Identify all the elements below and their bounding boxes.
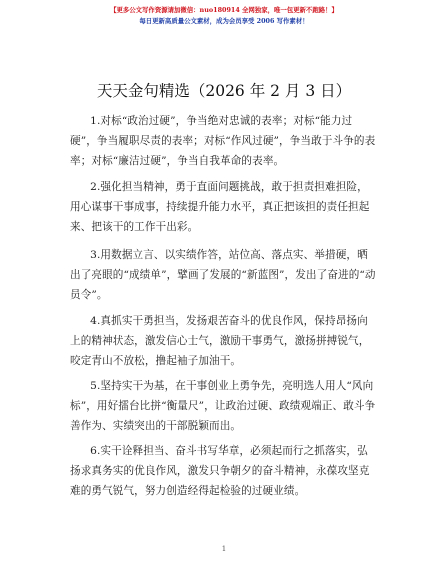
paragraph-5: 5.坚持实干为基，在干事创业上勇争先，亮明选人用人“风向标”，用好擂台比拼“衡量尺”，让政治过硬、政绩观端正、敢斗争善作为、实绩突出的干部脱颖而出。 — [70, 380, 376, 432]
promo-banner-line-2: 每日更新高质量公文素材，成为会员享受 2006 写作素材！ — [139, 17, 309, 25]
paragraph-3: 3.用数据立言、以实绩作答，站位高、落点实、举措硬，晒出了亮眼的“成绩单”，擘画了发展的“新蓝图”，发出了奋进的“动员令”。 — [70, 249, 376, 301]
paragraph-6: 6.实干诠释担当、奋斗书写华章，必须起而行之抓落实，弘扬求真务实的优良作风，激发只争朝夕的奋斗精神，永葆攻坚克难的勇气锐气，努力创造经得起检验的过硬业绩。 — [70, 445, 370, 497]
paragraph-2: 2.强化担当精神，勇于直面问题挑战，敢于担责担难担险，用心谋事干事成事，持续提升能力水平，真正把该担的责任担起来、把该干的工作干出彩。 — [70, 181, 370, 233]
paragraph-1: 1.对标“政治过硬”，争当绝对忠诚的表率；对标“能力过硬”，争当履职尽责的表率；对标“作风过硬”，争当敢于斗争的表率；对标“廉洁过硬”，争当自我革命的表率。 — [70, 115, 376, 167]
paragraph-4: 4.真抓实干勇担当，发扬艰苦奋斗的优良作风，保持昂扬向上的精神状态，激发信心士气，激励干事勇气，激扬拼搏锐气，咬定青山不放松，撸起袖子加油干。 — [70, 315, 370, 367]
page-number: 1 — [221, 545, 227, 553]
promo-banner-line-1: 【更多公文写作资源请加微信：nuo180914 全网独家，唯一包更新不跑路！】 — [110, 6, 338, 14]
document-title: 天天金句精选（2026 年 2 月 3 日） — [96, 82, 352, 100]
